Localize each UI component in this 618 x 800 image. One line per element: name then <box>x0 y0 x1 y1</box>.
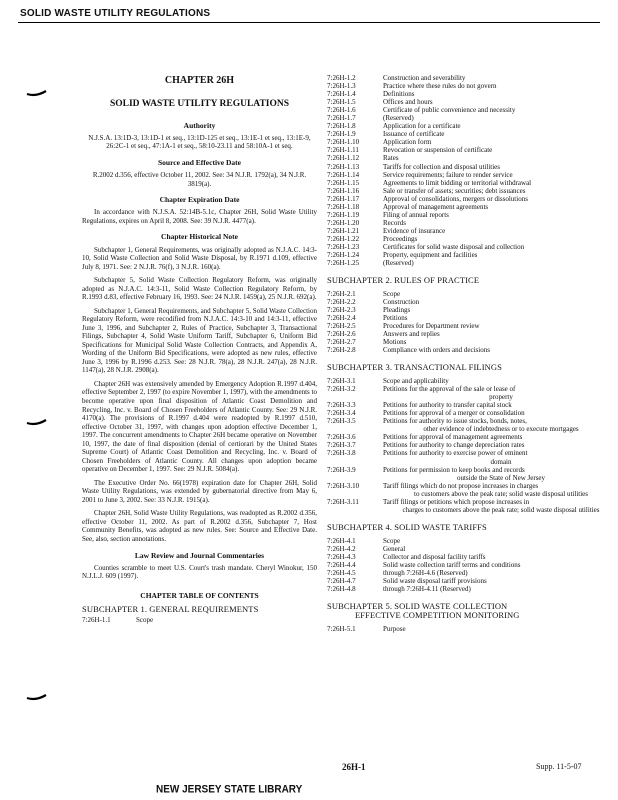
toc-entry <box>327 409 605 417</box>
toc-entry <box>327 211 605 219</box>
section-title-text: Tariff filings which do not propose increases in charges <box>383 481 539 490</box>
section-number: 7:26H-2.2 <box>327 297 356 306</box>
section-title <box>383 90 605 98</box>
toc-entry <box>327 171 605 179</box>
toc-entry <box>327 98 605 106</box>
section-title-text: Solid waste collection tariff terms and conditions <box>383 560 521 569</box>
section-number: 7:26H-4.8 <box>327 584 356 593</box>
expiration-text: In accordance with N.J.S.A. 52:14B-5.1c, Chapter 26H, Solid Waste Utility Regulations, expires on April 8, 2008. See: 39 N.J.R. 4477(a). <box>82 208 317 225</box>
toc-entry <box>327 466 605 482</box>
section-number: 7:26H-1.3 <box>327 82 356 91</box>
section-title <box>383 346 605 354</box>
section-number: 7:26H-3.2 <box>327 385 356 394</box>
section-title <box>383 163 605 171</box>
section-title-text: Tariffs for collection and disposal utilities <box>383 162 500 171</box>
section-title-text: Revocation or suspension of certificate <box>383 146 493 155</box>
toc-entry <box>327 243 605 251</box>
section-title <box>383 98 605 106</box>
toc-entry <box>327 449 605 465</box>
section-title-text: (Reserved) <box>383 114 414 123</box>
toc-entry <box>327 338 605 346</box>
section-title <box>383 625 605 633</box>
section-title-continuation: property <box>489 393 513 402</box>
section-number: 7:26H-1.5 <box>327 98 356 107</box>
section-number: 7:26H-2.3 <box>327 305 356 314</box>
section-title <box>383 314 605 322</box>
section-title-text: Procedures for Department review <box>383 322 480 331</box>
section-title-text: Approval of consolidations, mergers or dissolutions <box>383 194 528 203</box>
toc-entry <box>327 385 605 401</box>
toc-entry <box>327 259 605 267</box>
section-title-text: Rates <box>383 154 399 163</box>
section-number: 7:26H-1.14 <box>327 170 360 179</box>
subchapter-4-list <box>327 537 605 593</box>
section-number: 7:26H-1.12 <box>327 154 360 163</box>
history-heading: Chapter Historical Note <box>161 232 238 242</box>
section-title <box>383 114 605 122</box>
section-number: 7:26H-3.4 <box>327 409 356 418</box>
section-number: 7:26H-1.9 <box>327 130 356 139</box>
subchapter-5-heading <box>327 602 605 621</box>
section-title <box>383 545 605 553</box>
toc-entry <box>327 74 605 82</box>
section-title <box>383 130 605 138</box>
section-number: 7:26H-1.7 <box>327 114 356 123</box>
law-review-text: Counties scramble to meet U.S. Court's trash mandate. Cheryl Winokur, 150 N.J.L.J. 609 (1997). <box>82 563 317 581</box>
toc-entry <box>327 561 605 569</box>
toc-entry <box>327 401 605 409</box>
section-title-continuation: domain <box>490 457 512 466</box>
section-title: Scope <box>136 616 154 625</box>
section-title-text: through 7:26H-4.6 (Reserved) <box>383 568 468 577</box>
section-number: 7:26H-1.10 <box>327 138 360 147</box>
section-number: 7:26H-3.6 <box>327 433 356 442</box>
section-title <box>383 385 605 401</box>
section-title-text: Proceedings <box>383 234 418 243</box>
section-title-text: Records <box>383 218 406 227</box>
toc-entry <box>327 251 605 259</box>
toc-entry <box>327 322 605 330</box>
toc-entry <box>327 138 605 146</box>
section-number: 7:26H-3.9 <box>327 465 356 474</box>
running-head: SOLID WASTE UTILITY REGULATIONS <box>20 8 211 19</box>
toc-heading: CHAPTER TABLE OF CONTENTS <box>140 590 259 600</box>
section-number: 7:26H-2.1 <box>327 289 356 298</box>
section-title-text: Petitions <box>383 314 408 323</box>
section-title <box>383 219 605 227</box>
supplement-date: Supp. 11-5-07 <box>536 762 582 771</box>
section-title <box>383 243 605 251</box>
section-title <box>383 203 605 211</box>
section-title-text: Solid waste disposal tariff provisions <box>383 576 487 585</box>
subchapter-3-heading: SUBCHAPTER 3. TRANSACTIONAL FILINGS <box>327 362 502 373</box>
section-title <box>383 122 605 130</box>
toc-entry <box>327 625 605 633</box>
section-title-text: Approval of management agreements <box>383 202 489 211</box>
section-title-text: Construction <box>383 297 420 306</box>
section-title-text: (Reserved) <box>383 259 414 268</box>
toc-entry <box>327 377 605 385</box>
section-title-text: Certificates for solid waste disposal and collection <box>383 242 525 251</box>
section-title <box>383 106 605 114</box>
section-number: 7:26H-2.7 <box>327 338 356 347</box>
section-number: 7:26H-3.8 <box>327 449 356 458</box>
law-review-heading: Law Review and Journal Commentaries <box>134 550 265 560</box>
section-number: 7:26H-4.7 <box>327 576 356 585</box>
section-number: 7:26H-1.17 <box>327 194 360 203</box>
toc-entry <box>327 569 605 577</box>
section-number: 7:26H-1.16 <box>327 186 360 195</box>
toc-entry <box>327 235 605 243</box>
section-title <box>383 561 605 569</box>
authority-heading: Authority <box>183 120 216 130</box>
section-title-text: Answers and replies <box>383 330 440 339</box>
toc-entry <box>327 433 605 441</box>
section-title <box>383 251 605 259</box>
section-number: 7:26H-4.1 <box>327 536 356 545</box>
toc-entry <box>327 537 605 545</box>
section-number: 7:26H-3.7 <box>327 441 356 450</box>
section-title <box>383 585 605 593</box>
toc-entry <box>327 314 605 322</box>
toc-entry <box>327 195 605 203</box>
section-title-text: Agreements to limit bidding or territorial withdrawal <box>383 178 532 187</box>
subchapter-4-heading: SUBCHAPTER 4. SOLID WASTE TARIFFS <box>327 521 487 532</box>
margin-tab-mark-icon <box>26 690 48 704</box>
section-title-text: Petitions for authority to exercise power of eminent <box>383 449 528 458</box>
section-title-text: Evidence of insurance <box>383 226 446 235</box>
toc-entry <box>327 187 605 195</box>
section-title-continuation: charges to customers above the peak rate; solid waste disposal utilities <box>402 505 600 514</box>
section-title-text: Petitions for authority to change depreciation rates <box>383 441 525 450</box>
header-rule <box>18 22 600 23</box>
section-title <box>383 553 605 561</box>
section-title-text: Service requirements; failure to render service <box>383 170 513 179</box>
toc-entry <box>327 219 605 227</box>
section-number: 7:26H-1.6 <box>327 106 356 115</box>
section-number: 7:26H-4.2 <box>327 544 356 553</box>
history-paragraph: Chapter 26H, Solid Waste Utility Regulations, was readopted as R.2002 d.356, effective October 11, 2002. As part of R.2002 d.356, Subchapter 7, Host Community Benefits, was adopted as new rules. See: Source and Effective Date. See, also, section annotations. <box>82 509 317 543</box>
section-number: 7:26H-1.25 <box>327 259 360 268</box>
source-text: R.2002 d.356, effective October 11, 2002. See: 34 N.J.R. 1792(a), 34 N.J.R. 3819(a). <box>92 171 307 188</box>
section-title-text: Definitions <box>383 90 415 99</box>
section-title <box>383 409 605 417</box>
section-number: 7:26H-5.1 <box>327 624 356 633</box>
section-title-text: Purpose <box>383 624 406 633</box>
section-title-text: through 7:26H-4.11 (Reserved) <box>383 584 471 593</box>
toc-entry <box>327 227 605 235</box>
toc-entry <box>327 130 605 138</box>
section-title <box>383 449 605 465</box>
section-title <box>383 306 605 314</box>
section-title-text: Petitions for permission to keep books and records <box>383 465 525 474</box>
section-number: 7:26H-2.5 <box>327 322 356 331</box>
section-number: 7:26H-1.23 <box>327 242 360 251</box>
library-stamp: NEW JERSEY STATE LIBRARY <box>156 783 303 796</box>
section-number: 7:26H-4.5 <box>327 568 356 577</box>
toc-entry <box>327 577 605 585</box>
section-title <box>383 171 605 179</box>
expiration-heading: Chapter Expiration Date <box>159 195 240 205</box>
section-number: 7:26H-3.1 <box>327 377 356 386</box>
subchapter-2-heading: SUBCHAPTER 2. RULES OF PRACTICE <box>327 275 480 286</box>
section-title-text: Compliance with orders and decisions <box>383 346 490 355</box>
toc-entry <box>327 298 605 306</box>
section-title <box>383 569 605 577</box>
toc-entry <box>327 163 605 171</box>
section-title-text: Filing of annual reports <box>383 210 449 219</box>
toc-entry <box>327 553 605 561</box>
section-title-text: Scope and applicability <box>383 377 449 386</box>
subchapter-2-list <box>327 290 605 354</box>
section-title <box>383 537 605 545</box>
section-title <box>383 146 605 154</box>
section-title-text: Offices and hours <box>383 98 433 107</box>
section-title-continuation: other evidence of indebtedness or to execute mortgages <box>423 425 579 434</box>
toc-entry <box>327 203 605 211</box>
toc-entry <box>327 122 605 130</box>
toc-entry <box>327 545 605 553</box>
section-title <box>383 187 605 195</box>
toc-entry <box>327 290 605 298</box>
section-title-continuation: to customers above the peak rate; solid waste disposal utilities <box>414 489 588 498</box>
toc-entry <box>327 417 605 433</box>
section-title <box>383 227 605 235</box>
section-number: 7:26H-3.10 <box>327 481 360 490</box>
history-paragraph: Subchapter 1, General Requirements, and Subchapter 5, Solid Waste Collection Regulatory Reform, were recodified from N.J.A.C. 14:3-10 and 14:3-11, effective June 3, 1996, and Subchapter 2, Rules of Practice, Subchapter 3, Transactional Filings, Subchapter 4, Solid Waste Uniform Tariff, Subchapter 6, Uniform Bid Specifications for Municipal Solid Waste Collection Contracts, and Appendix A, Wording of the Uniform Bid Specifications, were adopted as new rules, effective June 3, 1996 by R.1996 d.253. See: 28 N.J.R. 78(a), 28 N.J.R. 247(a), 28 N.J.R. 1147(a), 28 N.J.R. 2908(a). <box>82 306 317 375</box>
toc-entry <box>327 114 605 122</box>
section-title-text: Practice where these rules do not govern <box>383 82 497 91</box>
section-title-text: Sale or transfer of assets; securities; debt issuances <box>383 186 526 195</box>
section-title <box>383 498 605 514</box>
margin-tab-mark-icon <box>26 415 48 429</box>
section-title <box>383 577 605 585</box>
section-title <box>383 377 605 385</box>
toc-entry <box>327 82 605 90</box>
section-title <box>383 290 605 298</box>
subchapter-1-heading: SUBCHAPTER 1. GENERAL REQUIREMENTS <box>82 603 259 614</box>
section-title-text: Tariff filings or petitions which propose increases in <box>383 497 530 506</box>
section-title-text: Petitions for approval of management agreements <box>383 433 523 442</box>
toc-entry <box>327 441 605 449</box>
section-number: 7:26H-1.21 <box>327 226 360 235</box>
toc-entry <box>327 90 605 98</box>
section-title-continuation: outside the State of New Jersey <box>456 473 546 482</box>
section-title <box>383 195 605 203</box>
section-title-text: Scope <box>383 289 401 298</box>
section-title-text: Petitions for approval of a merger or consolidation <box>383 409 525 418</box>
section-title-text: Issuance of certificate <box>383 130 445 139</box>
section-title-text: Property, equipment and facilities <box>383 251 478 260</box>
section-number: 7:26H-2.8 <box>327 346 356 355</box>
section-title <box>383 211 605 219</box>
history-paragraph: Chapter 26H was extensively amended by Emergency Adoption R.1997 d.404, effective September 2, 1997 (to expire November 1, 1997), with the amendments to become operative upon final disposition of Atlantic Coast Demolition and Recycling, Inc. v. Board of Chosen Freeholders of Atlantic County. See: 29 N.J.R. 4170(a). The provisions of R.1997 d.404 were readopted by R.1997 d.510, effective October 31, 1997, with changes upon adoption effective December 1, 1997. The concurrent amendments to Chapter 26H became operative on November 10, 1997, the date of final disposition (denial of certiorari by the United States Supreme Court) of Atlantic Coast Demolition and Recycling, Inc. v. Board of Chosen Freeholders of Atlantic County. All changes upon adoption became operative on December 1, 1997. See: 29 N.J.R. 5084(a). <box>82 379 317 474</box>
section-title <box>383 298 605 306</box>
subchapter-5-list <box>327 625 605 633</box>
section-number: 7:26H-2.6 <box>327 330 356 339</box>
section-number: 7:26H-1.18 <box>327 202 360 211</box>
section-title <box>383 154 605 162</box>
section-number: 7:26H-4.3 <box>327 552 356 561</box>
toc-entry <box>327 346 605 354</box>
section-title-text: Construction and severability <box>383 74 466 82</box>
section-title <box>383 433 605 441</box>
right-column <box>327 74 605 633</box>
section-number: 7:26H-1.11 <box>327 146 359 155</box>
toc-entry <box>327 154 605 162</box>
section-title <box>383 417 605 433</box>
section-number: 7:26H-1.1 <box>82 616 111 625</box>
section-number: 7:26H-1.24 <box>327 251 360 260</box>
section-number: 7:26H-1.4 <box>327 90 356 99</box>
section-number: 7:26H-1.2 <box>327 74 356 82</box>
subchapter-1-list <box>327 74 605 267</box>
section-title-text: Petitions for authority to transfer capital stock <box>383 401 512 410</box>
toc-entry <box>327 482 605 498</box>
section-title-text: Application for a certificate <box>383 122 461 131</box>
toc-entry <box>327 306 605 314</box>
section-title-text: Collector and disposal facility tariffs <box>383 552 486 561</box>
section-title <box>383 74 605 82</box>
toc-entry <box>327 106 605 114</box>
section-number: 7:26H-3.3 <box>327 401 356 410</box>
left-column <box>82 75 317 625</box>
section-number: 7:26H-1.15 <box>327 178 360 187</box>
section-title <box>383 441 605 449</box>
section-number: 7:26H-1.19 <box>327 210 360 219</box>
history-paragraph: The Executive Order No. 66(1978) expiration date for Chapter 26H, Solid Waste Utility Regulations, was extended by gubernatorial directive from May 6, 2001 to June 3, 2002. See: 33 N.J.R. 1915(a). <box>82 478 317 504</box>
toc-entry <box>327 585 605 593</box>
toc-entry <box>327 146 605 154</box>
chapter-number: CHAPTER 26H <box>164 75 235 86</box>
section-number: 7:26H-4.4 <box>327 560 356 569</box>
authority-text: N.J.S.A. 13:1D-3, 13:1D-1 et seq., 13:1D-125 et seq., 13:1E-1 et seq., 13:1E-9, 26:2C-1 et seq., 47:1A-1 et seq., 58:10-23.11 and 58:10A-1 et seq. <box>88 133 311 151</box>
section-title-text: Petitions for the approval of the sale or lease of <box>383 385 516 394</box>
section-number: 7:26H-1.20 <box>327 218 360 227</box>
history-paragraph: Subchapter 1, General Requirements, was originally adopted as N.J.A.C. 14:3-10, Solid Waste Collection and Solid Waste Disposal, by R.1971 d.109, effective July 8, 1971. See: 2 N.J.R. 76(f), 3 N.J.R. 160(a). <box>82 245 317 271</box>
section-title <box>383 259 605 267</box>
section-title <box>383 82 605 90</box>
section-title-text: Application form <box>383 138 432 147</box>
section-title <box>383 138 605 146</box>
section-number: 7:26H-1.8 <box>327 122 356 131</box>
toc-entry <box>327 330 605 338</box>
section-title-text: Certificate of public convenience and necessity <box>383 106 516 115</box>
section-number: 7:26H-1.22 <box>327 234 360 243</box>
section-title-text: Motions <box>383 338 407 347</box>
section-title <box>383 179 605 187</box>
section-title <box>383 466 605 482</box>
section-number: 7:26H-3.11 <box>327 497 359 506</box>
section-title-text: Scope <box>383 536 401 545</box>
section-title <box>383 330 605 338</box>
margin-tab-mark-icon <box>26 86 48 100</box>
toc-entry <box>327 498 605 514</box>
section-title <box>383 235 605 243</box>
section-title <box>383 482 605 498</box>
section-number: 7:26H-1.13 <box>327 162 360 171</box>
section-title-text: General <box>383 544 406 553</box>
section-title <box>383 338 605 346</box>
history-paragraph: Subchapter 5, Solid Waste Collection Regulatory Reform, was originally adopted as N.J.A.C. 14:3-11, Solid Waste Collection Regulatory Reform, by R.1993 d.83, effective February 16, 1993. See: 24 N.J.R. 1459(a), 25 N.J.R. 692(a). <box>82 276 317 302</box>
subchapter-5-heading-line: SUBCHAPTER 5. SOLID WASTE COLLECTION <box>327 600 508 611</box>
page-number: 26H-1 <box>342 762 366 772</box>
section-title-text: Pleadings <box>383 305 411 314</box>
section-title <box>383 322 605 330</box>
source-heading: Source and Effective Date <box>158 157 241 167</box>
section-title <box>383 401 605 409</box>
toc-entry <box>82 616 317 625</box>
section-title-text: Petitions for authority to issue stocks, bonds, notes, <box>383 417 527 426</box>
toc-entry <box>327 179 605 187</box>
subchapter-5-heading-line: EFFECTIVE COMPETITION MONITORING <box>355 610 520 621</box>
section-number: 7:26H-3.5 <box>327 417 356 426</box>
subchapter-3-list <box>327 377 605 514</box>
chapter-title: SOLID WASTE UTILITY REGULATIONS <box>109 99 290 110</box>
section-number: 7:26H-2.4 <box>327 314 356 323</box>
